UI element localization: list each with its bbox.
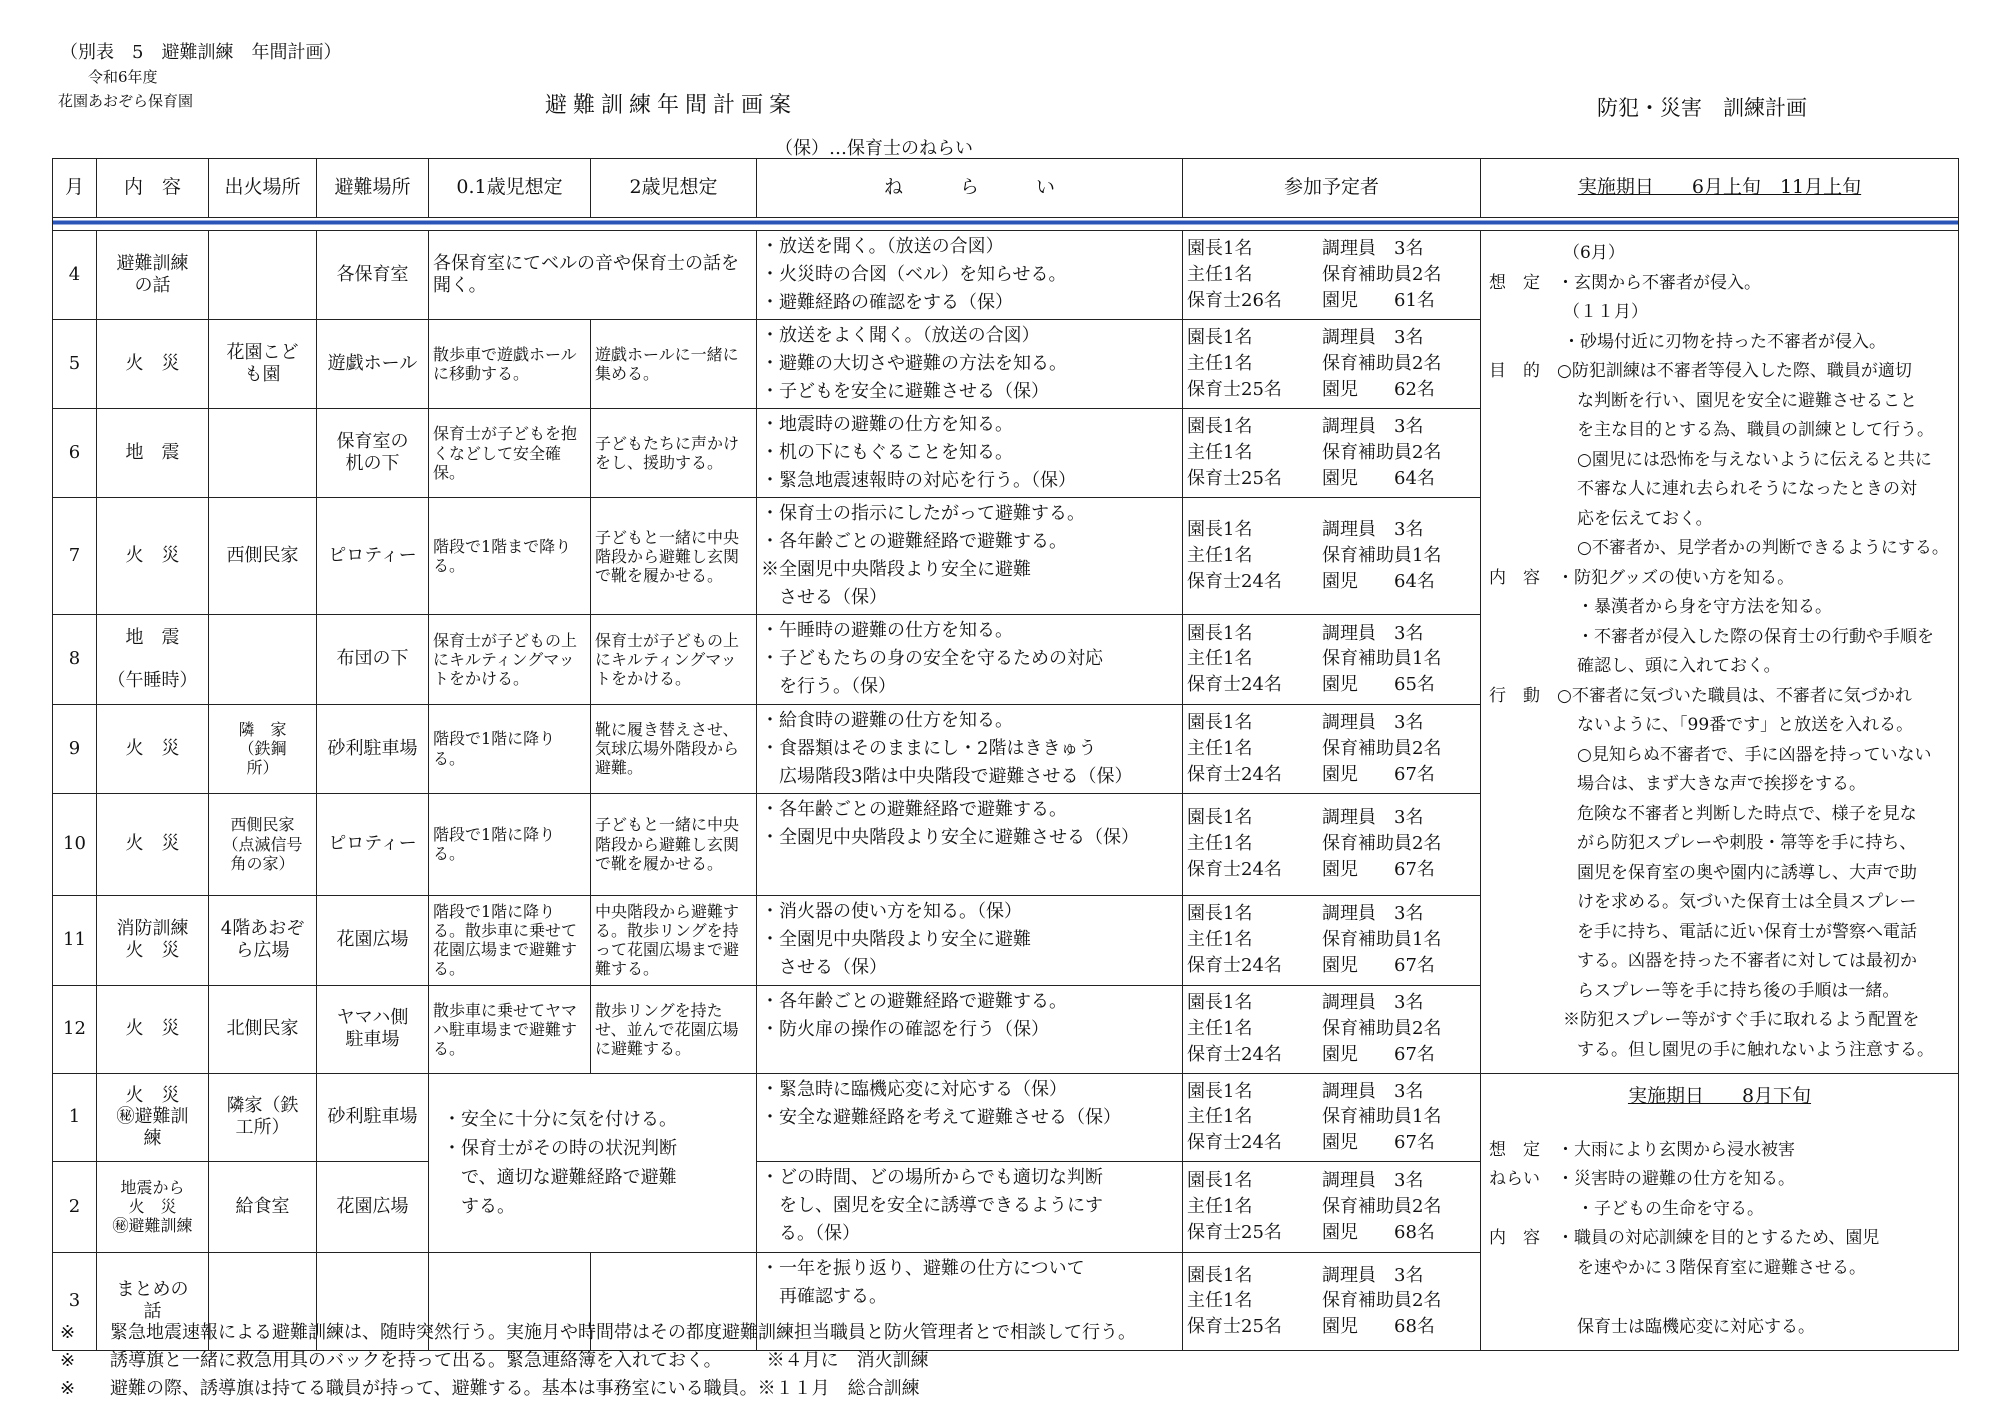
- evacuation-place-cell: 花園広場: [317, 1161, 429, 1252]
- crime-plan-line: 目 的 ○防犯訓練は不審者等侵入した際、職員が適切: [1489, 361, 1912, 381]
- list-item: ・避難経路の確認をする（保）: [761, 292, 1013, 313]
- content-cell: まとめの 話: [97, 1252, 209, 1350]
- participants-cell: [1183, 793, 1481, 895]
- age01-cell: 階段で1階まで降りる。: [429, 498, 591, 615]
- evacuation-place-cell: 花園広場: [317, 895, 429, 985]
- footnote-3: ※ 避難の際、誘導旗は持てる職員が持って、避難する。基本は事務室にいる職員。※１１月 総合訓練: [60, 1378, 920, 1399]
- aims-list: [761, 898, 1178, 982]
- fire-location-cell: [209, 409, 317, 498]
- participants-grid: [1183, 901, 1480, 979]
- blue-divider: [53, 218, 1959, 231]
- participants-grid: [1183, 990, 1480, 1068]
- fire-location-cell: 西側民家 （点滅信号 角の家）: [209, 793, 317, 895]
- list-item: 再確認する。: [761, 1285, 887, 1307]
- list-item: ・緊急地震速報時の対応を行う。（保）: [761, 470, 1076, 492]
- crime-plan-line: 内 容 ・防犯グッズの使い方を知る。: [1489, 567, 1795, 588]
- participant-count: 主任1名: [1187, 545, 1253, 567]
- crime-plan-line: ○園児には恐怖を与えないように伝えると共に: [1577, 449, 1932, 470]
- aims-list: [761, 988, 1178, 1044]
- content-cell: 火 災: [97, 704, 209, 793]
- crime-plan-line: 確認し、頭に入れておく。: [1577, 656, 1781, 676]
- evacuation-place-cell: 各保育室: [317, 231, 429, 320]
- participant-count: 保育士26名: [1187, 290, 1282, 312]
- disaster-plan-body: [1481, 1074, 1959, 1351]
- month-cell: 7: [53, 498, 97, 615]
- org-name: 花園あおぞら保育園: [58, 92, 194, 110]
- disaster-plan-header: 実施期日 8月下旬: [1627, 1085, 1812, 1107]
- evacuation-place-cell: ヤマハ側 駐車場: [317, 985, 429, 1073]
- participants-cell: [1183, 895, 1481, 985]
- participant-count: 園長1名: [1187, 711, 1253, 733]
- crime-plan-line: （１１月）: [1563, 302, 1648, 322]
- age2-cell: 子どもと一緒に中央階段から避難し玄関で靴を履かせる。: [591, 498, 757, 615]
- spacer: [1489, 1112, 1950, 1136]
- participant-count: 園長1名: [1187, 327, 1253, 349]
- participant-count: 園長1名: [1187, 1264, 1253, 1286]
- footnote-2: ※ 誘導旗と一緒に救急用具のバックを持って出る。緊急連絡簿を入れておく。 ※４月に 消火訓練: [60, 1350, 929, 1371]
- fiscal-year: 令和6年度: [88, 68, 158, 86]
- participants-cell: [1183, 231, 1481, 320]
- participant-count: 保育補助員2名: [1322, 442, 1442, 464]
- month-cell: 1: [53, 1074, 97, 1162]
- fire-location-cell: 隣家（鉄 工所）: [209, 1074, 317, 1162]
- participants-cell: [1183, 704, 1481, 793]
- content-cell: 火 災 ㊙避難訓 練: [97, 1074, 209, 1162]
- list-item: ・どの時間、どの場所からでも適切な判断: [761, 1166, 1103, 1188]
- participant-count: 保育士25名: [1187, 1221, 1282, 1243]
- list-item: で、適切な避難経路で避難: [443, 1166, 677, 1188]
- list-item: ・緊急時に臨機応変に対応する（保）: [761, 1079, 1067, 1100]
- list-item: 広場階段3階は中央階段で避難させる（保）: [761, 765, 1133, 787]
- age2-cell: 遊戯ホールに一緒に集める。: [591, 320, 757, 409]
- list-item: ・午睡時の避難の仕方を知る。: [761, 620, 1013, 642]
- participants-grid: [1183, 805, 1480, 883]
- month-cell: 4: [53, 231, 97, 320]
- list-item: ・放送をよく聞く。（放送の合図）: [761, 325, 1040, 347]
- participant-count: 園児 68名: [1322, 1316, 1435, 1338]
- list-item: ・保育士の指示にしたがって避難する。: [761, 503, 1085, 525]
- disaster-plan-line: ねらい ・災害時の避難の仕方を知る。: [1489, 1169, 1795, 1189]
- participants-grid: [1183, 1263, 1480, 1341]
- content-cell: 火 災: [97, 320, 209, 409]
- participant-count: 調理員 3名: [1322, 519, 1424, 541]
- crime-plan-header: [1481, 159, 1959, 218]
- participant-count: 保育補助員2名: [1322, 737, 1442, 759]
- evacuation-place-cell: 布団の下: [317, 615, 429, 704]
- aims-cell: [757, 704, 1183, 793]
- fire-location-cell: 給食室: [209, 1161, 317, 1252]
- participant-count: 園児 68名: [1322, 1221, 1435, 1243]
- list-item: ・地震時の避難の仕方を知る。: [761, 414, 1013, 436]
- crime-plan-body: [1481, 231, 1959, 1074]
- crime-plan-line: を手に持ち、電話に近い保育士が警察へ電話: [1577, 921, 1917, 942]
- table-row: [53, 1074, 1959, 1162]
- aims-list: [761, 1164, 1178, 1248]
- content-cell: 火 災: [97, 498, 209, 615]
- participant-count: 主任1名: [1187, 648, 1253, 670]
- month-cell: 6: [53, 409, 97, 498]
- participant-count: 園長1名: [1187, 416, 1253, 438]
- aims-list: [761, 1255, 1178, 1311]
- disaster-plan-line: 想 定 ・大雨により玄関から浸水被害: [1489, 1139, 1795, 1160]
- participant-count: 主任1名: [1187, 264, 1253, 286]
- list-item: ・全園児中央階段より安全に避難: [761, 928, 1031, 950]
- participant-count: 調理員 3名: [1322, 1080, 1424, 1102]
- participant-count: 保育補助員1名: [1322, 929, 1442, 951]
- participant-count: 調理員 3名: [1322, 622, 1424, 644]
- evacuation-place-cell: ピロティー: [317, 793, 429, 895]
- list-item: を行う。（保）: [761, 676, 896, 698]
- col-participants: 参加予定者: [1183, 159, 1481, 218]
- crime-plan-date: 実施期日 6月上旬 11月上旬: [1577, 176, 1862, 199]
- participant-count: 調理員 3名: [1322, 807, 1424, 829]
- participants-cell: [1183, 985, 1481, 1073]
- participant-count: 園長1名: [1187, 238, 1253, 260]
- crime-plan-line: 場合は、まず大きな声で挨拶をする。: [1577, 774, 1866, 794]
- disaster-plan-line: [1489, 1283, 1950, 1313]
- fire-location-cell: 花園こど も園: [209, 320, 317, 409]
- participant-count: 保育補助員2名: [1322, 264, 1442, 286]
- list-item: ・食器類はそのままにし・2階はききゅう: [761, 737, 1097, 759]
- participant-count: 調理員 3名: [1322, 992, 1424, 1014]
- participant-count: 園児 64名: [1322, 468, 1435, 490]
- evacuation-place-cell: 砂利駐車場: [317, 1074, 429, 1162]
- participants-grid: [1183, 414, 1480, 492]
- participant-count: 保育補助員1名: [1322, 648, 1442, 670]
- participant-count: 保育士24名: [1187, 1132, 1282, 1154]
- participant-count: 主任1名: [1187, 1106, 1253, 1128]
- participants-cell: [1183, 1074, 1481, 1162]
- aims-list: [761, 617, 1178, 701]
- participant-count: 調理員 3名: [1322, 327, 1424, 349]
- participant-count: 主任1名: [1187, 442, 1253, 464]
- list-item: ・火災時の合図（ベル）を知らせる。: [761, 264, 1067, 285]
- participant-count: 園長1名: [1187, 519, 1253, 541]
- participant-count: 保育士25名: [1187, 468, 1282, 490]
- participant-count: 保育補助員2名: [1322, 833, 1442, 855]
- list-item: ・避難の大切さや避難の方法を知る。: [761, 353, 1067, 375]
- col-place: 避難場所: [317, 159, 429, 218]
- participant-count: 園児 61名: [1322, 290, 1435, 312]
- participant-count: 保育士24名: [1187, 674, 1282, 696]
- participants-cell: [1183, 1252, 1481, 1350]
- participant-count: 園長1名: [1187, 622, 1253, 644]
- participant-count: 保育士24名: [1187, 763, 1282, 785]
- age01-cell: 散歩車に乗せてヤマハ駐車場まで避難する。: [429, 985, 591, 1073]
- participant-count: 園児 67名: [1322, 955, 1435, 977]
- list-item: ・消火器の使い方を知る。（保）: [761, 900, 1022, 922]
- participants-grid: [1183, 236, 1480, 314]
- list-item: ・各年齢ごとの避難経路で避難する。: [761, 990, 1067, 1012]
- col-aims: ね ら い: [757, 159, 1183, 218]
- crime-plan-line: がら防犯スプレーや刺股・箒等を手に持ち、: [1577, 833, 1917, 853]
- col-age01: 0.1歳児想定: [429, 159, 591, 218]
- month-cell: 2: [53, 1161, 97, 1252]
- participants-grid: [1183, 1079, 1480, 1157]
- aims-cell: [757, 793, 1183, 895]
- age01-cell: 階段で1階に降りる。: [429, 793, 591, 895]
- participants-grid: [1183, 621, 1480, 699]
- participants-cell: [1183, 320, 1481, 409]
- crime-plan-line: 行 動 ○不審者に気づいた職員は、不審者に気づかれ: [1489, 685, 1912, 706]
- footnote-1: ※ 緊急地震速報による避難訓練は、随時突然行う。実施月や時間帯はその都度避難訓練担当職員と防火管理者とで相談して行う。: [60, 1322, 1136, 1343]
- participant-count: 保育士24名: [1187, 1044, 1282, 1066]
- content-cell: 火 災: [97, 793, 209, 895]
- month-cell: 10: [53, 793, 97, 895]
- list-item: ・安全な避難経路を考えて避難させる（保）: [761, 1107, 1121, 1128]
- participant-count: 保育補助員1名: [1322, 1106, 1442, 1128]
- disaster-plan-line: 保育士は臨機応変に対応する。: [1577, 1316, 1815, 1337]
- participant-count: 調理員 3名: [1322, 1169, 1424, 1191]
- list-item: ・子どもたちの身の安全を守るための対応: [761, 648, 1103, 670]
- participant-count: 園児 67名: [1322, 1132, 1435, 1154]
- participants-grid: [1183, 517, 1480, 595]
- month-cell: 9: [53, 704, 97, 793]
- crime-plan-line: する。凶器を持った不審者に対しては最初か: [1577, 951, 1917, 971]
- col-content: 内 容: [97, 159, 209, 218]
- participants-cell: [1183, 1161, 1481, 1252]
- age2-cell: 中央階段から避難する。散歩リングを持って花園広場まで避難する。: [591, 895, 757, 985]
- crime-plan-line: ・不審者が侵入した際の保育士の行動や手順を: [1577, 626, 1934, 647]
- age01-cell: 保育士が子どもの上にキルティングマットをかける。: [429, 615, 591, 704]
- age01-cell: 階段で1階に降りる。: [429, 704, 591, 793]
- list-item: させる（保）: [761, 587, 887, 609]
- list-item: ・放送を聞く。（放送の合図）: [761, 236, 1004, 257]
- month-cell: 11: [53, 895, 97, 985]
- list-item: ・給食時の避難の仕方を知る。: [761, 709, 1013, 731]
- crime-plan-line: ※防犯スプレー等がすぐ手に取れるよう配置を: [1563, 1010, 1920, 1030]
- participant-count: 保育士25名: [1187, 1316, 1282, 1338]
- col-month: 月: [53, 159, 97, 218]
- participant-count: 保育補助員2名: [1322, 1290, 1442, 1312]
- crime-plan-line: を主な目的とする為、職員の訓練として行う。: [1577, 420, 1934, 440]
- aim-legend: （保）…保育士のねらい: [775, 138, 973, 159]
- evacuation-place-cell: 遊戯ホール: [317, 320, 429, 409]
- evacuation-place-cell: 砂利駐車場: [317, 704, 429, 793]
- aims-cell: [757, 409, 1183, 498]
- list-item: ・各年齢ごとの避難経路で避難する。: [761, 531, 1067, 553]
- evacuation-place-cell: ピロティー: [317, 498, 429, 615]
- participant-count: 調理員 3名: [1322, 903, 1424, 925]
- list-item: ・防火扉の操作の確認を行う（保）: [761, 1018, 1049, 1040]
- crime-plan-line: ないように、「99番です」と放送を入れる。: [1577, 715, 1914, 735]
- crime-plan-line: 危険な不審者と判断した時点で、様子を見な: [1577, 803, 1917, 824]
- jan-feb-note: [429, 1074, 757, 1253]
- age2-cell: 保育士が子どもの上にキルティングマットをかける。: [591, 615, 757, 704]
- disaster-plan-line: 内 容 ・職員の対応訓練を目的とするため、園児: [1489, 1228, 1880, 1248]
- aims-cell: [757, 320, 1183, 409]
- aims-list: [761, 411, 1178, 495]
- participants-cell: [1183, 409, 1481, 498]
- participant-count: 園長1名: [1187, 807, 1253, 829]
- participant-count: 主任1名: [1187, 737, 1253, 759]
- participant-count: 保育士24名: [1187, 571, 1282, 593]
- age01-cell: 保育士が子どもを抱くなどして安全確保。: [429, 409, 591, 498]
- aims-list: [761, 233, 1178, 317]
- list-item: ・全園児中央階段より安全に避難させる（保）: [761, 826, 1139, 848]
- participant-count: 主任1名: [1187, 1290, 1253, 1312]
- fire-location-cell: 隣 家 （鉄鋼 所）: [209, 704, 317, 793]
- list-item: をし、園児を安全に誘導できるようにす: [761, 1194, 1103, 1216]
- right-title: 防犯・災害 訓練計画: [1597, 96, 1807, 120]
- aims-cell: [757, 985, 1183, 1073]
- list-item: させる（保）: [761, 956, 887, 978]
- participant-count: 園長1名: [1187, 1080, 1253, 1102]
- aims-list: [761, 500, 1178, 612]
- crime-plan-line: ・暴漢者から身を守方法を知る。: [1577, 597, 1832, 617]
- age2-cell: 散歩リングを持たせ、並んで花園広場に避難する。: [591, 985, 757, 1073]
- participants-grid: [1183, 1168, 1480, 1246]
- age01-cell: 散歩車で遊戯ホールに移動する。: [429, 320, 591, 409]
- participant-count: 調理員 3名: [1322, 1264, 1424, 1286]
- age2-cell: 子どもと一緒に中央階段から避難し玄関で靴を履かせる。: [591, 793, 757, 895]
- table-row: [53, 231, 1959, 320]
- crime-plan-line: ○見知らぬ不審者で、手に凶器を持っていない: [1577, 744, 1932, 765]
- participant-count: 主任1名: [1187, 1195, 1253, 1217]
- crime-plan-line: けを求める。気づいた保育士は全員スプレー: [1577, 892, 1917, 912]
- list-item: ・各年齢ごとの避難経路で避難する。: [761, 798, 1067, 820]
- participant-count: 園児 67名: [1322, 763, 1435, 785]
- crime-plan-line: 不審な人に連れ去られそうになったときの対: [1577, 479, 1917, 499]
- fire-location-cell: [209, 615, 317, 704]
- evacuation-plan-table: [52, 158, 1959, 1351]
- crime-plan-line: 応を伝えておく。: [1577, 508, 1713, 529]
- participant-count: 保育士24名: [1187, 955, 1282, 977]
- age01-cell: 階段で1階に降りる。散歩車に乗せて花園広場まで避難する。: [429, 895, 591, 985]
- aims-list: [761, 707, 1178, 791]
- participant-count: 保育補助員1名: [1322, 545, 1442, 567]
- participant-count: 園児 62名: [1322, 379, 1435, 401]
- participant-count: 調理員 3名: [1322, 416, 1424, 438]
- participant-count: 園児 64名: [1322, 571, 1435, 593]
- shared-age-cell: 各保育室にてベルの音や保育士の話を聞く。: [429, 231, 757, 320]
- doc-title: 避難訓練年間計画案: [545, 93, 798, 118]
- participant-count: 園長1名: [1187, 903, 1253, 925]
- disaster-plan-line: ・子どもの生命を守る。: [1577, 1198, 1764, 1219]
- evacuation-place-cell: 保育室の 机の下: [317, 409, 429, 498]
- month-cell: 5: [53, 320, 97, 409]
- fire-location-cell: 4階あおぞ ら広場: [209, 895, 317, 985]
- fire-location-cell: [209, 231, 317, 320]
- crime-plan-line: な判断を行い、園児を安全に避難させること: [1577, 390, 1917, 411]
- aims-list: [761, 322, 1178, 406]
- fire-location-cell: 西側民家: [209, 498, 317, 615]
- crime-plan-line: する。但し園児の手に触れないよう注意する。: [1577, 1039, 1934, 1060]
- aims-cell: [757, 231, 1183, 320]
- participant-count: 保育士24名: [1187, 859, 1282, 881]
- fire-location-cell: 北側民家: [209, 985, 317, 1073]
- content-cell: 火 災: [97, 985, 209, 1073]
- aims-cell: [757, 1074, 1183, 1162]
- participant-count: 調理員 3名: [1322, 711, 1424, 733]
- crime-plan-line: ○不審者か、見学者かの判断できるようにする。: [1577, 538, 1949, 558]
- participant-count: 保育補助員2名: [1322, 353, 1442, 375]
- aims-cell: [757, 895, 1183, 985]
- appendix-label: （別表 5 避難訓練 年間計画）: [60, 42, 342, 63]
- participant-count: 主任1名: [1187, 1018, 1253, 1040]
- list-item: ・子どもを安全に避難させる（保）: [761, 381, 1049, 403]
- crime-plan-line: ・砂場付近に刃物を持った不審者が侵入。: [1563, 331, 1886, 352]
- age2-cell: 子どもたちに声かけをし、援助する。: [591, 409, 757, 498]
- month-cell: 3: [53, 1252, 97, 1350]
- list-item: ※全園児中央階段より安全に避難: [761, 559, 1031, 581]
- participant-count: 保育補助員2名: [1322, 1018, 1442, 1040]
- content-cell: 地 震 （午睡時）: [97, 615, 209, 704]
- participant-count: 園児 67名: [1322, 1044, 1435, 1066]
- participant-count: 園長1名: [1187, 992, 1253, 1014]
- participant-count: 園児 65名: [1322, 674, 1435, 696]
- age2-cell: 靴に履き替えさせ、気球広場外階段から避難。: [591, 704, 757, 793]
- participant-count: 調理員 3名: [1322, 238, 1424, 260]
- crime-plan-line: （6月）: [1563, 243, 1625, 263]
- aims-cell: [757, 615, 1183, 704]
- list-item: する。: [443, 1195, 515, 1217]
- participants-cell: [1183, 615, 1481, 704]
- participant-count: 主任1名: [1187, 353, 1253, 375]
- month-cell: 12: [53, 985, 97, 1073]
- aims-list: [761, 1076, 1178, 1132]
- participants-cell: [1183, 498, 1481, 615]
- list-item: ・机の下にもぐることを知る。: [761, 442, 1013, 464]
- list-item: ・一年を振り返り、避難の仕方について: [761, 1257, 1085, 1279]
- content-cell: 地 震: [97, 409, 209, 498]
- crime-plan-line: らスプレー等を手に持ち後の手順は一緒。: [1577, 980, 1900, 1001]
- participant-count: 園児 67名: [1322, 859, 1435, 881]
- aims-cell: [757, 1161, 1183, 1252]
- col-fire: 出火場所: [209, 159, 317, 218]
- participant-count: 園長1名: [1187, 1169, 1253, 1191]
- aims-list: [761, 796, 1178, 852]
- crime-plan-line: 園児を保育室の奥や園内に誘導し、大声で助: [1577, 862, 1917, 883]
- participant-count: 保育補助員2名: [1322, 1195, 1442, 1217]
- month-cell: 8: [53, 615, 97, 704]
- list-item: る。（保）: [761, 1222, 860, 1244]
- participant-count: 主任1名: [1187, 833, 1253, 855]
- aims-cell: [757, 498, 1183, 615]
- list-item: ・安全に十分に気を付ける。: [443, 1108, 677, 1130]
- crime-plan-line: 想 定 ・玄関から不審者が侵入。: [1489, 272, 1761, 293]
- participant-count: 保育士25名: [1187, 379, 1282, 401]
- disaster-plan-line: を速やかに３階保育室に避難させる。: [1577, 1257, 1866, 1278]
- participants-grid: [1183, 710, 1480, 788]
- jan-feb-list: [443, 1105, 742, 1221]
- list-item: ・保育士がその時の状況判断: [443, 1137, 677, 1159]
- col-age2: 2歳児想定: [591, 159, 757, 218]
- participant-count: 主任1名: [1187, 929, 1253, 951]
- participants-grid: [1183, 325, 1480, 403]
- content-cell: 避難訓練 の話: [97, 231, 209, 320]
- content-cell: 消防訓練 火 災: [97, 895, 209, 985]
- header-row: [53, 159, 1959, 218]
- content-cell: 地震から 火 災 ㊙避難訓練: [97, 1161, 209, 1252]
